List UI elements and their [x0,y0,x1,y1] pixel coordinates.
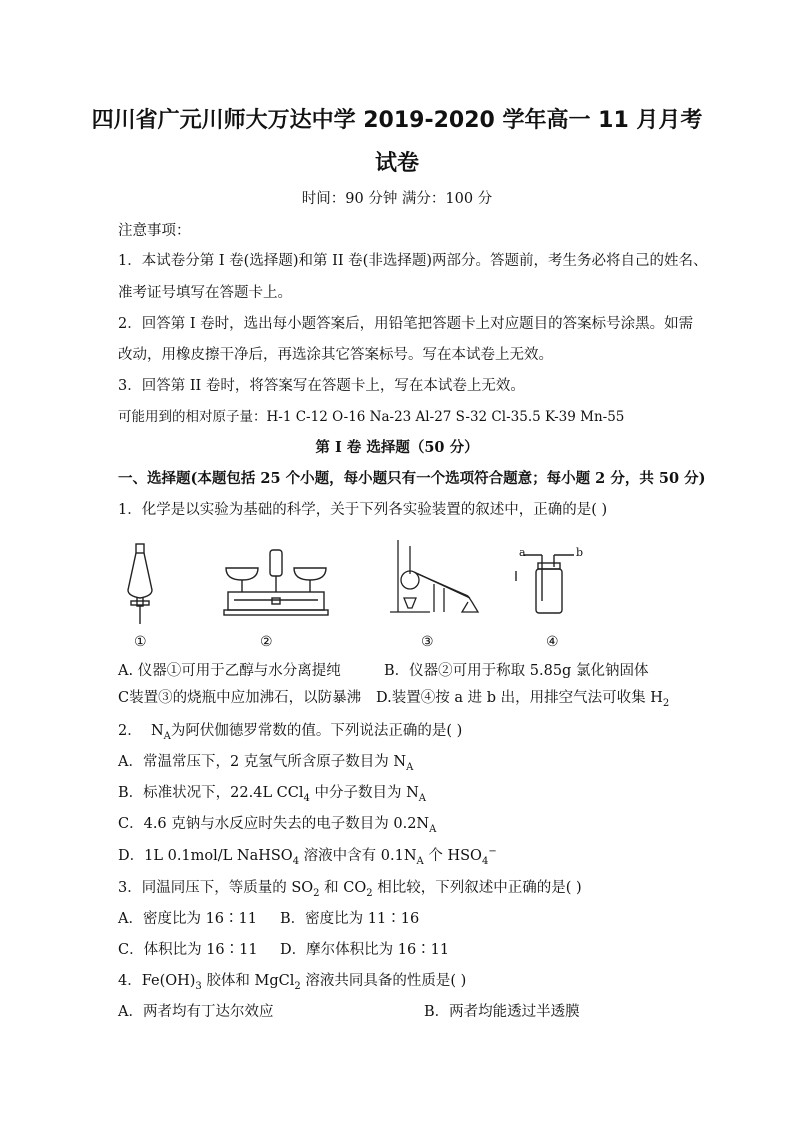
note-1b: 准考证号填写在答题卡上。 [118,285,292,301]
question-4-option-b: B．两者均能透过半透膜 [424,1004,580,1020]
figure-label-2: ② [260,634,273,650]
question-2-option-c: C．4.6 克钠与水反应时失去的电子数目为 $0.2N_A$ [118,816,437,835]
question-1-option-c: C装置③的烧瓶中应加沸石，以防暴沸 [118,690,362,706]
question-1-stem: 1．化学是以实验为基础的科学，关于下列各实验装置的叙述中，正确的是( ) [118,502,608,518]
separatory-funnel-figure [118,540,166,628]
note-2b: 改动，用橡皮擦干净后，再选涂其它答案标号。写在本试卷上无效。 [118,347,553,363]
exam-title-line2: 试卷 [374,151,419,176]
question-4-option-a: A．两者均有丁达尔效应 [118,1004,274,1020]
question-1-option-a: A. 仪器①可用于乙醇与水分离提纯 [118,663,341,679]
question-3-option-a: A．密度比为 16∶11 [118,911,257,927]
question-2-option-b: B．标准状况下，22.4L CCl$_4$ 中分子数目为 $N_A$ [118,785,427,804]
question-2-stem: 2． $N_A$为阿伏伽德罗常数的值。下列说法正确的是( ) [118,723,463,742]
exam-title-line1: 四川省广元川师大万达中学 2019-2020 学年高一 11 月月考 [91,108,703,133]
question-3-option-b: B．密度比为 11∶16 [280,911,420,927]
question-2-option-d: D．1L 0.1mol/L NaHSO$_4$ 溶液中含有 $0.1N_A$ 个 $HSO_4^-$ [118,846,497,867]
figure-label-3: ③ [421,634,434,650]
section-instructions: 一、选择题(本题包括 25 个小题，每小题只有一个选项符合题意；每小题 2 分，共 50 分) [118,470,706,487]
question-3-option-c: C．体积比为 16∶11 [118,942,258,958]
section-heading: 第 I 卷 选择题（50 分） [315,439,479,456]
question-3-option-d: D．摩尔体积比为 16∶11 [280,942,450,958]
atomic-masses: 可能用到的相对原子量：H-1 C-12 O-16 Na-23 Al-27 S-32 Cl-35.5 K-39 Mn-55 [118,409,625,425]
port-a-label: a [519,546,526,559]
note-1a: 1．本试卷分第 I 卷(选择题)和第 II 卷(非选择题)两部分。答题前，考生务必将自己的姓名、 [118,253,708,269]
balance-figure [220,546,332,618]
note-2a: 2．回答第 I 卷时，选出每小题答案后，用铅笔把答题卡上对应题目的答案标号涂黑。如需 [118,316,694,332]
figure-label-1: ① [134,634,147,650]
note-3: 3．回答第 II 卷时，将答案写在答题卡上，写在本试卷上无效。 [118,378,525,394]
question-2-option-a: A．常温常压下，2 克氢气所含原子数目为 $N_A$ [118,754,414,773]
port-b-label: b [576,546,584,559]
distillation-apparatus-figure [382,538,488,618]
figure-label-4: ④ [546,634,559,650]
question-1-option-d: D.装置④按 a 进 b 出，用排空气法可收集 $H_2$ [376,690,670,709]
question-4-stem: 4．$Fe(OH)_3$ 胶体和 MgCl$_2$ 溶液共同具备的性质是( ) [118,973,467,992]
exam-meta: 时间：90 分钟 满分：100 分 [301,191,493,207]
question-1-option-b: B．仪器②可用于称取 5.85g 氯化钠固体 [384,663,649,679]
notes-heading: 注意事项： [118,223,191,239]
question-3-stem: 3．同温同压下，等质量的 $SO_2$ 和 $CO_2$ 相比较，下列叙述中正确的是( ) [118,880,582,899]
